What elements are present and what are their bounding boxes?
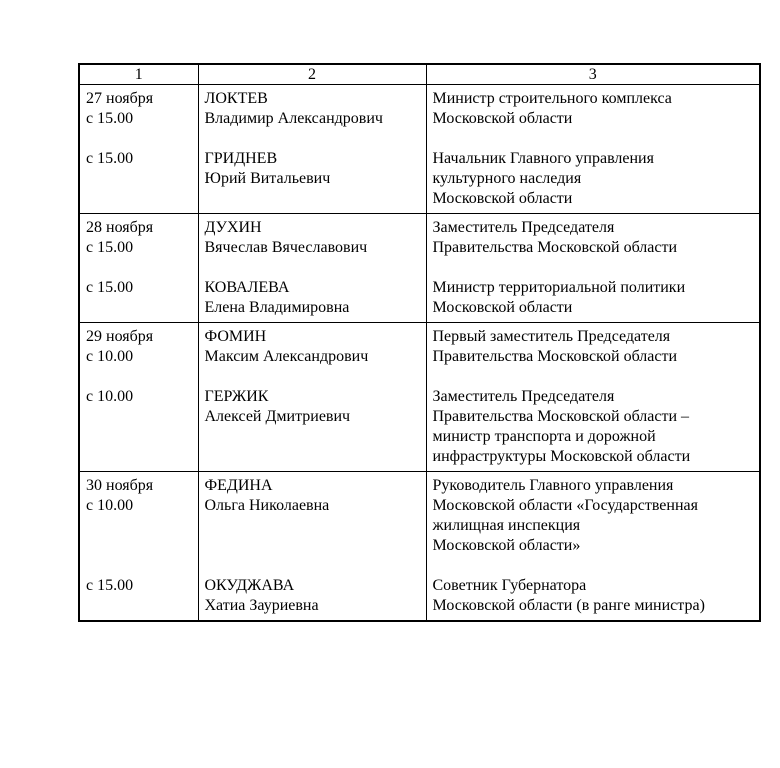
- text-line: [86, 169, 193, 189]
- position-cell: [426, 214, 760, 323]
- text-line: с 15.00: [86, 279, 134, 296]
- date-cell: [79, 472, 198, 622]
- text-line: [205, 129, 421, 149]
- text-line: ЛОКТЕВ: [204, 90, 268, 107]
- text-line: Московской области: [432, 190, 573, 207]
- text-line: с 15.00: [86, 110, 134, 127]
- text-line: Алексей Дмитриевич: [204, 408, 351, 425]
- person-cell: [198, 323, 426, 472]
- text-line: [86, 189, 193, 209]
- text-line: министр транспорта и дорожной: [432, 428, 656, 445]
- text-line: 30 ноября: [86, 477, 154, 494]
- text-line: [86, 447, 193, 467]
- text-line: Хатиа Зауриевна: [204, 597, 319, 614]
- text-line: Заместитель Председателя: [432, 388, 615, 405]
- text-line: культурного наследия: [432, 170, 582, 187]
- text-line: Министр строительного комплекса: [432, 90, 672, 107]
- table-body: [79, 85, 760, 622]
- text-line: Московской области (в ранге министра): [432, 597, 705, 614]
- position-cell: [426, 85, 760, 214]
- text-line: Советник Губернатора: [432, 577, 587, 594]
- schedule-table-container: [78, 63, 761, 622]
- text-line: ОКУДЖАВА: [204, 577, 295, 594]
- text-line: Московской области: [432, 110, 573, 127]
- text-line: с 15.00: [86, 577, 134, 594]
- header-row: [79, 64, 760, 85]
- table-header: [79, 64, 760, 85]
- text-line: [205, 189, 421, 209]
- text-line: Московской области»: [432, 537, 581, 554]
- text-line: [205, 516, 421, 536]
- text-line: Министр территориальной политики: [432, 279, 686, 296]
- text-line: [205, 367, 421, 387]
- text-line: [205, 556, 421, 576]
- text-line: инфраструктуры Московской области: [432, 448, 691, 465]
- text-line: с 10.00: [86, 388, 134, 405]
- text-line: [205, 447, 421, 467]
- text-line: Московской области: [432, 299, 573, 316]
- text-line: [86, 516, 193, 536]
- column-header-1: 1: [79, 64, 198, 85]
- text-line: Руководитель Главного управления: [432, 477, 674, 494]
- text-line: [433, 556, 755, 576]
- text-line: [86, 556, 193, 576]
- text-line: КОВАЛЕВА: [204, 279, 290, 296]
- text-line: [86, 298, 193, 318]
- text-line: [205, 427, 421, 447]
- person-cell: [198, 214, 426, 323]
- text-line: Начальник Главного управления: [432, 150, 654, 167]
- text-line: ГЕРЖИК: [204, 388, 269, 405]
- position-cell: [426, 472, 760, 622]
- text-line: [433, 367, 755, 387]
- text-line: жилищная инспекция: [432, 517, 581, 534]
- text-line: Первый заместитель Председателя: [432, 328, 671, 345]
- text-line: [86, 367, 193, 387]
- text-line: Максим Александрович: [204, 348, 369, 365]
- text-line: [433, 258, 755, 278]
- text-line: с 10.00: [86, 497, 134, 514]
- text-line: ГРИДНЕВ: [204, 150, 278, 167]
- person-cell: [198, 472, 426, 622]
- date-cell: [79, 85, 198, 214]
- table-row: [79, 472, 760, 622]
- text-line: Заместитель Председателя: [432, 219, 615, 236]
- text-line: [86, 407, 193, 427]
- table-row: [79, 214, 760, 323]
- text-line: с 15.00: [86, 150, 134, 167]
- text-line: Юрий Витальевич: [204, 170, 331, 187]
- text-line: Ольга Николаевна: [204, 497, 330, 514]
- column-header-3: 3: [426, 64, 760, 85]
- table-row: [79, 323, 760, 472]
- text-line: 29 ноября: [86, 328, 154, 345]
- person-cell: [198, 85, 426, 214]
- text-line: [433, 129, 755, 149]
- text-line: Правительства Московской области –: [432, 408, 690, 425]
- text-line: с 10.00: [86, 348, 134, 365]
- position-cell: [426, 323, 760, 472]
- text-line: Правительства Московской области: [432, 348, 678, 365]
- text-line: ФЕДИНА: [204, 477, 273, 494]
- text-line: [205, 536, 421, 556]
- text-line: Елена Владимировна: [204, 299, 350, 316]
- text-line: с 15.00: [86, 239, 134, 256]
- text-line: [86, 258, 193, 278]
- text-line: 28 ноября: [86, 219, 154, 236]
- date-cell: [79, 323, 198, 472]
- text-line: Вячеслав Вячеславович: [204, 239, 368, 256]
- text-line: [86, 129, 193, 149]
- schedule-table: [78, 63, 761, 622]
- date-cell: [79, 214, 198, 323]
- text-line: Московской области «Государственная: [432, 497, 698, 514]
- column-header-2: 2: [198, 64, 426, 85]
- text-line: ДУХИН: [204, 219, 262, 236]
- table-row: [79, 85, 760, 214]
- text-line: [86, 427, 193, 447]
- text-line: [86, 596, 193, 616]
- text-line: [205, 258, 421, 278]
- text-line: Правительства Московской области: [432, 239, 678, 256]
- text-line: ФОМИН: [204, 328, 267, 345]
- text-line: 27 ноября: [86, 90, 154, 107]
- text-line: [86, 536, 193, 556]
- text-line: Владимир Александрович: [204, 110, 383, 127]
